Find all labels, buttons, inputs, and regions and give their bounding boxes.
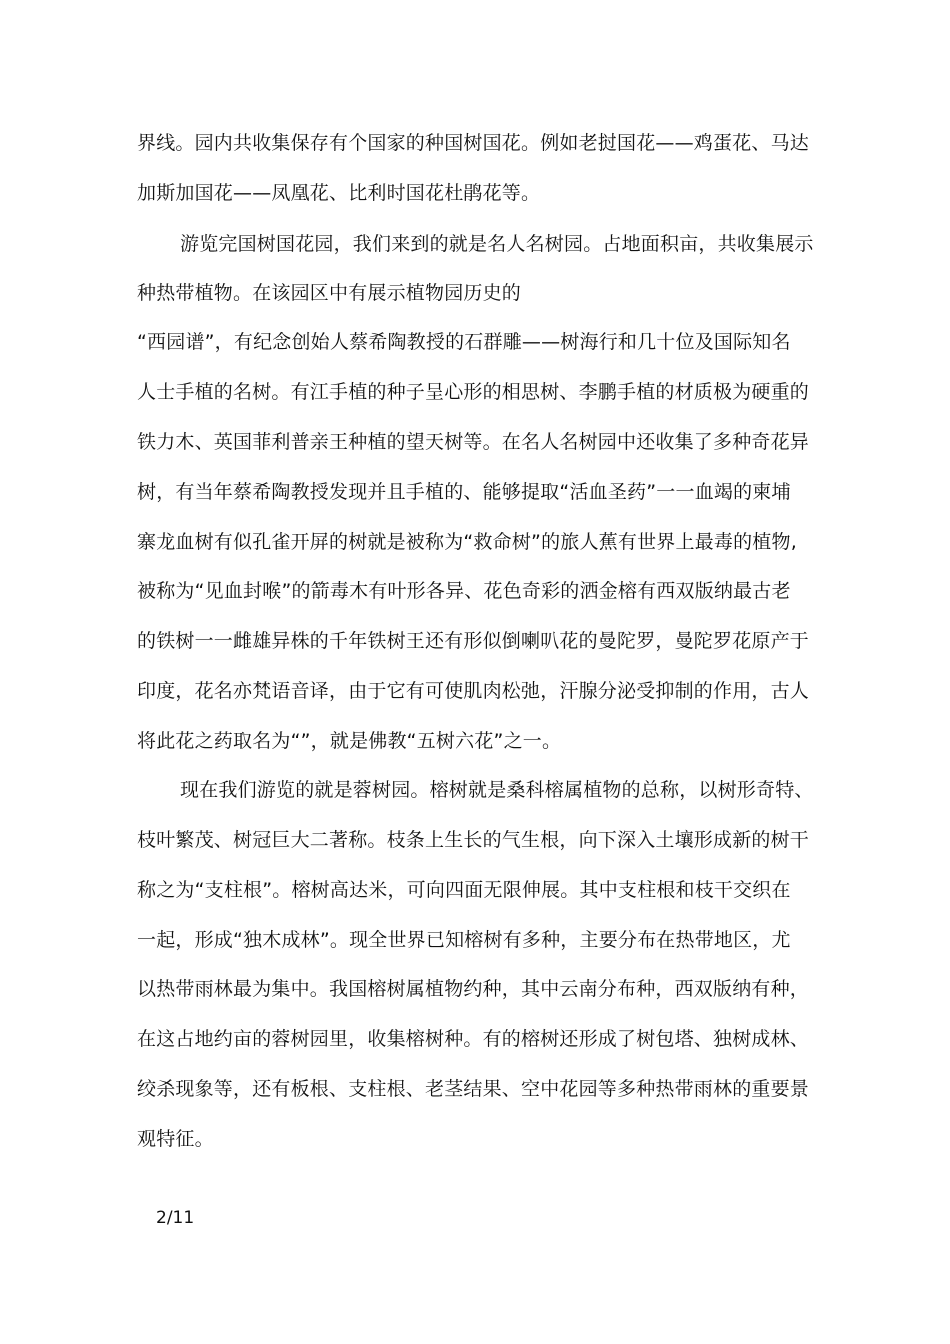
text-line: 印度，花名亦梵语音译，由于它有可使肌肉松弛，汗腺分泌受抑制的作用，古人: [137, 680, 810, 702]
page-number: 2/11: [156, 1208, 195, 1228]
text-line: 将此花之药取名为“”，就是佛教“五树六花”之一。: [137, 730, 562, 752]
text-line: 称之为“支柱根”。榕树高达米，可向四面无限伸展。其中支柱根和枝干交织在: [137, 879, 791, 901]
text-line: 以热带雨林最为集中。我国榕树属植物约种，其中云南分布种，西双版纳有种，: [137, 978, 810, 1000]
text-line: 种热带植物。在该园区中有展示植物园历史的: [137, 282, 522, 304]
text-line: 树，有当年蔡希陶教授发现并且手植的、能够提取“活血圣药”一一血竭的柬埔: [137, 481, 791, 503]
text-line: 观特征。: [137, 1128, 214, 1150]
text-line: 绞杀现象等，还有板根、支柱根、老茎结果、空中花园等多种热带雨林的重要景: [137, 1078, 810, 1100]
text-line: 枝叶繁茂、树冠巨大二著称。枝条上生长的气生根，向下深入土壤形成新的树干: [137, 829, 810, 851]
text-line: 被称为“见血封喉”的箭毒木有叶形各异、花色奇彩的洒金榕有西双版纳最古老: [137, 580, 791, 602]
text-line: 在这占地约亩的蓉树园里，收集榕树种。有的榕树还形成了树包塔、独树成林、: [137, 1028, 810, 1050]
paragraph-start-line: 游览完国树国花园，我们来到的就是名人名树园。占地面积亩，共收集展示: [180, 233, 814, 255]
text-line: 寨龙血树有似孔雀开屏的树就是被称为“救命树”的旅人蕉有世界上最毒的植物,: [137, 531, 797, 553]
text-line: 加斯加国花——凤凰花、比利时国花杜鹃花等。: [137, 182, 541, 204]
text-line: “西园谱”，有纪念创始人蔡希陶教授的石群雕——树海行和几十位及国际知名: [137, 331, 791, 353]
text-line: 一起，形成“独木成林”。现全世界已知榕树有多种，主要分布在热带地区，尤: [137, 929, 791, 951]
paragraph-start-line: 现在我们游览的就是蓉树园。榕树就是桑科榕属植物的总称，以树形奇特、: [180, 779, 814, 801]
text-line: 的铁树一一雌雄异株的千年铁树王还有形似倒喇叭花的曼陀罗，曼陀罗花原产于: [137, 630, 810, 652]
text-line: 界线。园内共收集保存有个国家的种国树国花。例如老挝国花——鸡蛋花、马达: [137, 132, 810, 154]
text-line: 铁力木、英国菲利普亲王种植的望天树等。在名人名树园中还收集了多种奇花异: [137, 431, 810, 453]
text-line: 人士手植的名树。有江手植的种子呈心形的相思树、李鹏手植的材质极为硬重的: [137, 381, 810, 403]
